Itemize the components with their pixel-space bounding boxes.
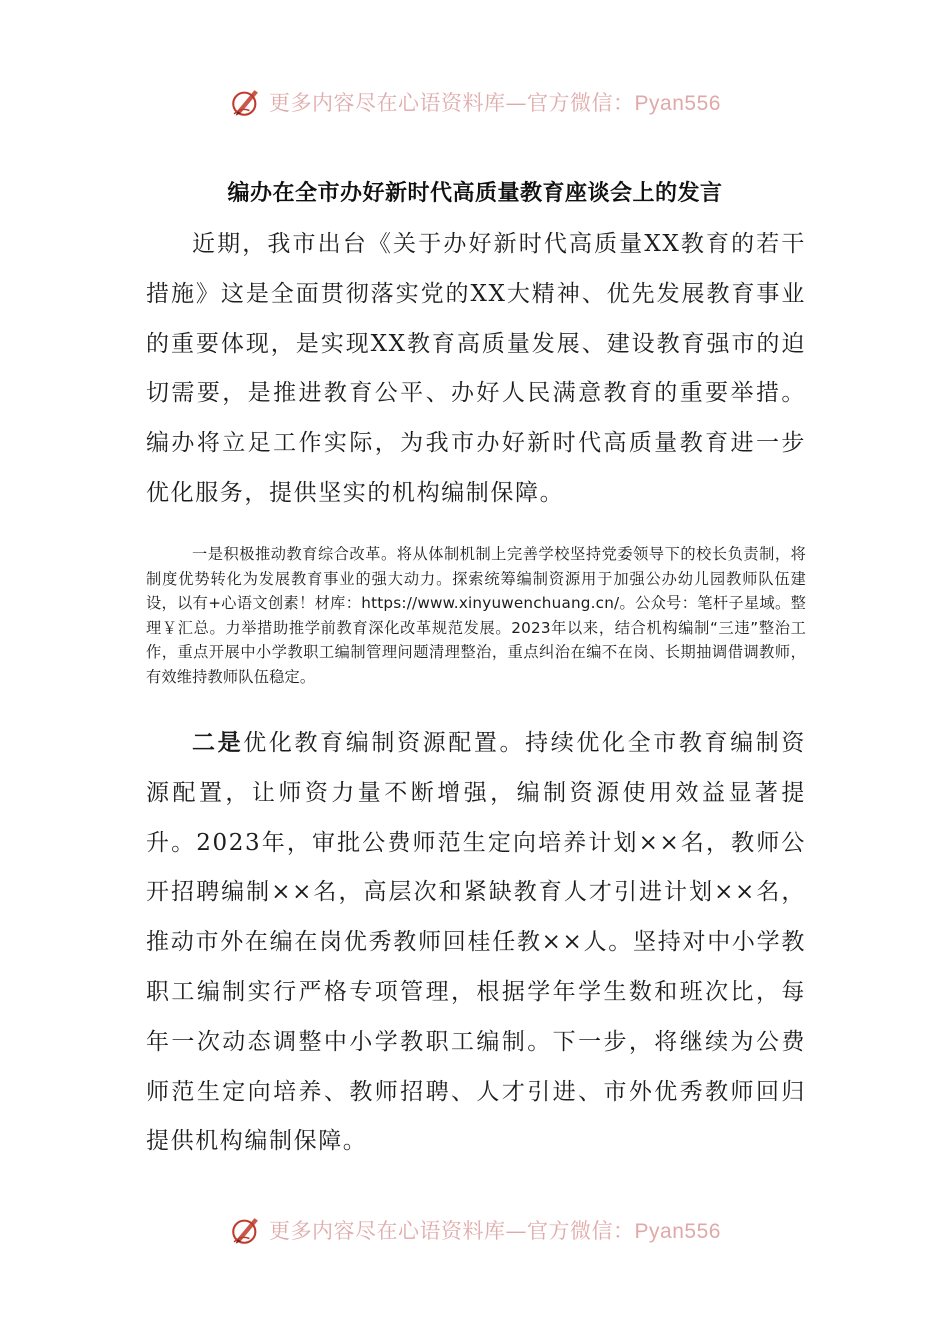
banner-handle: Pyan556 [634,92,721,115]
pen-in-circle-icon [229,85,263,119]
pen-in-circle-icon [229,1213,263,1247]
point-two-lead: 二是 [192,730,244,756]
footer-watermark-banner [0,1210,950,1250]
paragraph-point-two [146,719,806,1167]
banner-chinese-text: 更多内容尽在心语资料库—官方微信： [269,1219,635,1243]
paragraph-point-one: 一是积极推动教育综合改革。将从体制机制上完善学校坚持党委领导下的校长负责制，将制度优势转化为发展教育事业的强大动力。探索统筹编制资源用于加强公办幼儿园教师队伍建设，以有+心语文创素！材库：https://www.xinyuwenchuang.cn/。公众号：笔杆子星域。整理￥汇总。力举措助推学前教育深化改革规范发展。2023年以来，结合机构编制“三违”整治工作，重点开展中小学教职工编制管理问题清理整治，重点纠治在编不在岗、长期抽调借调教师，有效维持教师队伍稳定。 [146,545,806,686]
banner-label [269,1215,721,1245]
paragraph-intro: 近期，我市出台《关于办好新时代高质量XX教育的若干措施》这是全面贯彻落实党的XX大精神、优先发展教育事业的重要体现，是实现XX教育高质量发展、建设教育强市的迫切需要，是推进教育公平、办好人民满意教育的重要举措。编办将立足工作实际，为我市办好新时代高质量教育进一步优化服务，提供坚实的机构编制保障。 [146,231,806,506]
banner-handle: Pyan556 [634,1220,721,1243]
banner-label [269,87,721,117]
header-watermark-banner [0,82,950,122]
point-two-body: 优化教育编制资源配置。持续优化全市教育编制资源配置，让师资力量不断增强，编制资源使用效益显著提升。2023年，审批公费师范生定向培养计划××名，教师公开招聘编制××名，高层次和紧缺教育人才引进计划××名，推动市外在编在岗优秀教师回桂任教××人。坚持对中小学教职工编制实行严格专项管理，根据学年学生数和班次比，每年一次动态调整中小学教职工编制。下一步，将继续为公费师范生定向培养、教师招聘、人才引进、市外优秀教师回归提供机构编制保障。 [146,730,807,1155]
banner-chinese-text: 更多内容尽在心语资料库—官方微信： [269,91,635,115]
document-title: 编办在全市办好新时代高质量教育座谈会上的发言 [227,180,723,206]
